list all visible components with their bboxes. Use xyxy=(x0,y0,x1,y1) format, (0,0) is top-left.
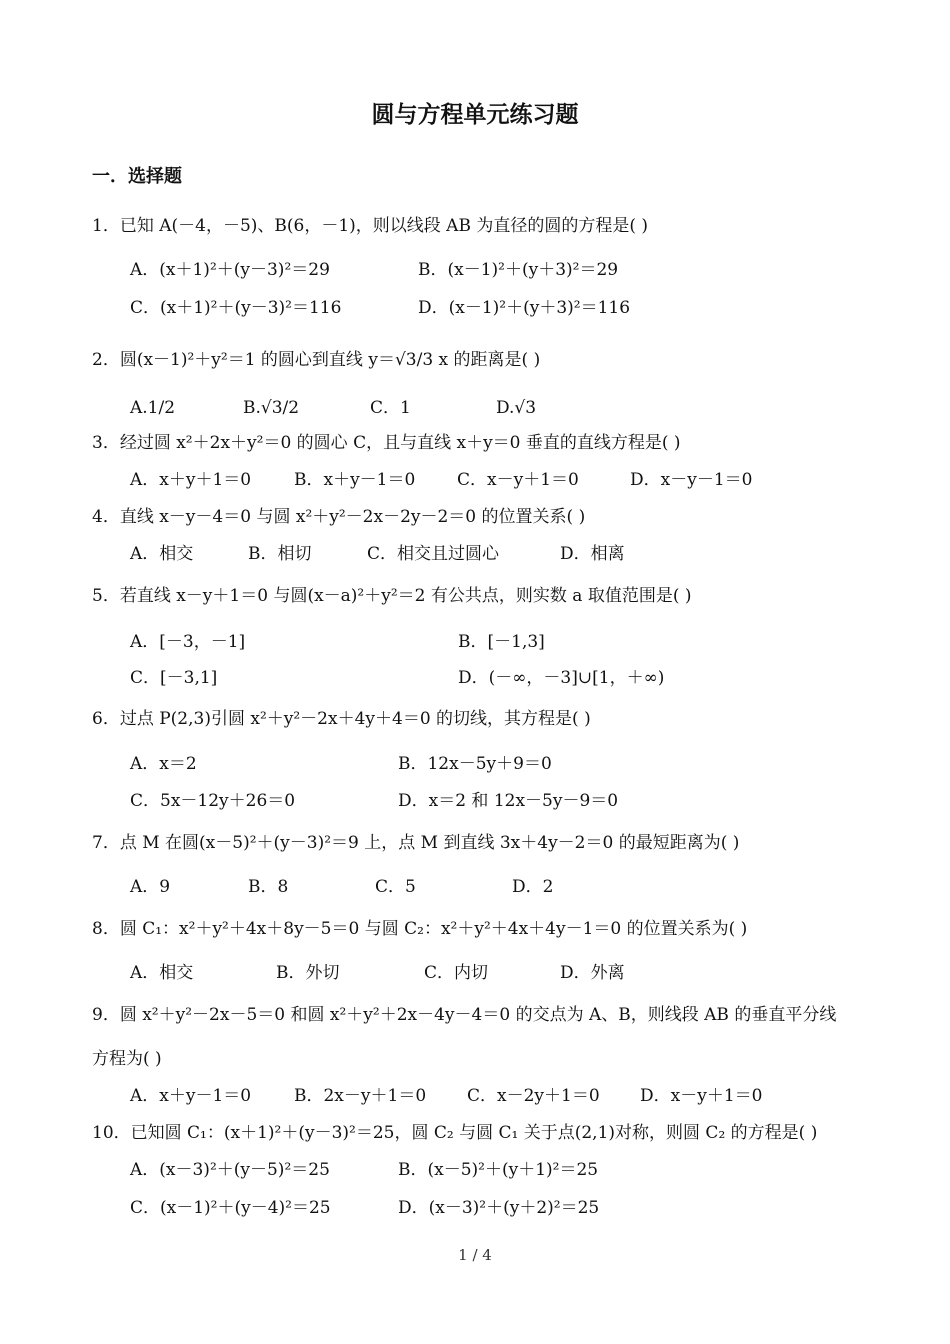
q10-option-d: D．(x－3)²＋(y＋2)²＝25 xyxy=(398,1198,600,1218)
q9-option-d: D．x－y＋1＝0 xyxy=(640,1086,763,1106)
q10-option-a: A．(x－3)²＋(y－5)²＝25 xyxy=(130,1160,330,1180)
question-9-stem-continued: 方程为( ) xyxy=(92,1049,162,1069)
question-2-stem: 2．圆(x－1)²＋y²＝1 的圆心到直线 y＝√3/3 x 的距离是( ) xyxy=(92,350,541,370)
q5-option-d: D．(－∞，－3]∪[1，＋∞) xyxy=(458,668,665,688)
q7-option-a: A．9 xyxy=(130,877,171,897)
question-9-stem: 9．圆 x²＋y²－2x－5＝0 和圆 x²＋y²＋2x－4y－4＝0 的交点为 A、B，则线段 AB 的垂直平分线 xyxy=(92,1005,837,1025)
q3-option-b: B．x＋y－1＝0 xyxy=(294,470,416,490)
question-6-stem: 6．过点 P(2,3)引圆 x²＋y²－2x＋4y＋4＝0 的切线，其方程是( ) xyxy=(92,709,591,729)
q2-option-a: A.1/2 xyxy=(130,398,176,418)
q1-option-c: C．(x＋1)²＋(y－3)²＝116 xyxy=(130,298,342,318)
q6-option-d: D．x＝2 和 12x－5y－9＝0 xyxy=(398,791,619,811)
q10-option-b: B．(x－5)²＋(y＋1)²＝25 xyxy=(398,1160,599,1180)
question-4-stem: 4．直线 x－y－4＝0 与圆 x²＋y²－2x－2y－2＝0 的位置关系( ) xyxy=(92,507,586,527)
q9-option-a: A．x＋y－1＝0 xyxy=(130,1086,252,1106)
question-7-stem: 7．点 M 在圆(x－5)²＋(y－3)²＝9 上，点 M 到直线 3x＋4y－2＝0 的最短距离为( ) xyxy=(92,833,740,853)
q8-option-c: C．内切 xyxy=(424,963,489,983)
section-heading: 一．选择题 xyxy=(92,166,182,187)
q6-option-a: A．x＝2 xyxy=(130,754,197,774)
q1-option-d: D．(x－1)²＋(y＋3)²＝116 xyxy=(418,298,631,318)
q9-option-b: B．2x－y＋1＝0 xyxy=(294,1086,427,1106)
q8-option-a: A．相交 xyxy=(130,963,194,983)
q8-option-d: D．外离 xyxy=(560,963,625,983)
q10-option-c: C．(x－1)²＋(y－4)²＝25 xyxy=(130,1198,331,1218)
q6-option-c: C．5x－12y＋26＝0 xyxy=(130,791,296,811)
page-title: 圆与方程单元练习题 xyxy=(371,102,579,128)
question-10-stem: 10．已知圆 C₁：(x＋1)²＋(y－3)²＝25，圆 C₂ 与圆 C₁ 关于点(2,1)对称，则圆 C₂ 的方程是( ) xyxy=(92,1123,818,1143)
q7-option-d: D．2 xyxy=(512,877,554,897)
q6-option-b: B．12x－5y＋9＝0 xyxy=(398,754,552,774)
q7-option-c: C．5 xyxy=(375,877,416,897)
question-8-stem: 8．圆 C₁：x²＋y²＋4x＋8y－5＝0 与圆 C₂：x²＋y²＋4x＋4y－1＝0 的位置关系为( ) xyxy=(92,919,748,939)
question-5-stem: 5．若直线 x－y＋1＝0 与圆(x－a)²＋y²＝2 有公共点，则实数 a 取值范围是( ) xyxy=(92,586,692,606)
q3-option-c: C．x－y＋1＝0 xyxy=(457,470,579,490)
q5-option-c: C．[－3,1] xyxy=(130,668,218,688)
question-3-stem: 3．经过圆 x²＋2x＋y²＝0 的圆心 C，且与直线 x＋y＝0 垂直的直线方程是( ) xyxy=(92,433,681,453)
page-number: 1 / 4 xyxy=(458,1246,492,1264)
q8-option-b: B．外切 xyxy=(276,963,340,983)
q3-option-a: A．x＋y＋1＝0 xyxy=(130,470,252,490)
q2-option-c: C．1 xyxy=(370,398,411,418)
q9-option-c: C．x－2y＋1＝0 xyxy=(467,1086,600,1106)
q4-option-b: B．相切 xyxy=(248,544,312,564)
q4-option-c: C．相交且过圆心 xyxy=(367,544,500,564)
q3-option-d: D．x－y－1＝0 xyxy=(630,470,753,490)
q4-option-d: D．相离 xyxy=(560,544,625,564)
q5-option-a: A．[－3，－1] xyxy=(130,632,246,652)
q7-option-b: B．8 xyxy=(248,877,289,897)
question-1-stem: 1．已知 A(－4，－5)、B(6，－1)，则以线段 AB 为直径的圆的方程是( ) xyxy=(92,216,649,236)
q2-option-d: D.√3 xyxy=(496,398,537,418)
q2-option-b: B.√3/2 xyxy=(243,398,300,418)
q5-option-b: B．[－1,3] xyxy=(458,632,545,652)
q1-option-b: B．(x－1)²＋(y＋3)²＝29 xyxy=(418,260,619,280)
q1-option-a: A．(x＋1)²＋(y－3)²＝29 xyxy=(130,260,330,280)
q4-option-a: A．相交 xyxy=(130,544,194,564)
